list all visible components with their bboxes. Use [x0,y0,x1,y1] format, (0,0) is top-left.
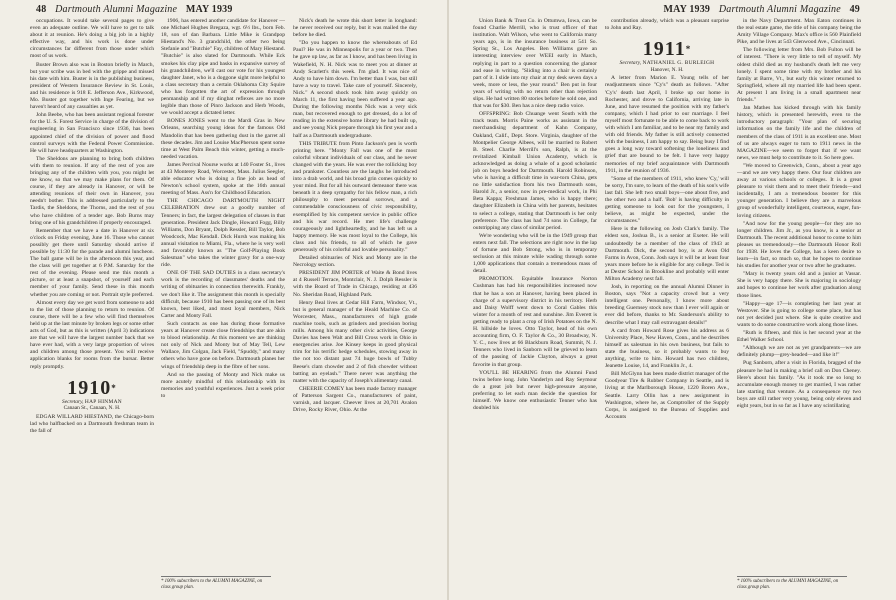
paragraph: YOU'LL BE HEARING from the Alumni Fund twins before long. John Vanderlyn and Ray Seymour do a great job but never high-pressure anyone, preferring to let each man decide the question for himself. We know one enthusiastic Tenner who has doubled his [473,369,597,412]
paragraph: Buster Brown also was in Boston briefly in March, but your scribe was in bed with the grippe and missed his date with him. Buster is in the publishing business, president of Western Insurance Review in St. Louis, and his residence is 918 E. Jefferson Ave., Kirkwood, Mo. Buster got together with Inge Fearing, but we haven't heard of any casualties as yet. [30,61,154,111]
left-footnote: * 100% subscribers to the ALUMNI MAGAZINE, on class group plan. [161,576,271,591]
subscriber-marker: * [111,382,117,393]
paragraph: Josh, in reporting on the annual Alumni Dinner in Boston, says "Not a capacity crowd but a very intelligent one. Personally, I know more about breeding Guernsey stock now than I ever will again or ever did before, thanks to Mr. Sanderson's ability to describe what I may call extravagant details!" [605,284,729,326]
right-column-2 [605,18,729,588]
paragraph: "Some of the members of 1911, who knew 'Cy,' will be sorry, I'm sure, to learn of the death of his son's wife last fall. She left two small boys—one about five, and the other two and a half. 'Bob' is having difficulty in getting someone to look out for the youngsters, I believe, as might be expected, under the circumstances." [605,175,729,225]
right-footnote: * 100% subscribers to the ALUMNI MAGAZINE, on class group plan. [737,576,847,591]
paragraph: THIS TRIBUTE from Pinto Jackson's pen is worth printing here. "Monty Fall was one of the most colorful vibrant individuals of our class, and he never changed with the years. He was ever the rollicking boy and prankster. Countless are the laughs he introduced into a drab world, and his broad grin comes quickly to your mind. But for all his outward demeanor there was beneath it a deep sympathy for his fellow man, a rich philosophy to meet personal sorrows, and a commendable consciousness of civic responsibility, exemplified by his competent service in public office and his war record. He met life's challenge courageously and lightheartedly, and he has left us a happy memory. He was most loyal to the College, his class and his friends, to all of which he gave generously of his colorful and lovable personality." [293,140,417,253]
paragraph: Remember that we have a date in Hanover at six o'clock on Friday evening, June 16. Those who cannot possibly get there until Saturday should arrive if possible by 11:30 for the parade and alumni luncheon. The ball game will be in the afternoon this year, and the class will get together at 6 P.M. Saturday for the rest of the evening. Please send me this month a picture, or at least a snapshot, of yourself and each member of your family. Send these in this month whether you are coming or not. Portrait style preferred. [30,227,154,298]
paragraph: The following letter from Mrs. Bob Fulton will be of interest. "There is very little to tell of myself. My oldest child died as my husband's death left me very lonely. I spent some time with my brother and his family at Barre, Vt., but early this winter returned to Springfield, where all my married life had been spent. At present I am living in a small apartment near friends." [737,47,861,104]
class-1910-heading [30,377,154,412]
right-issue-date: MAY 1939 [663,4,711,15]
paragraph: CHEERIE COMEY has been made factory manager of Patterson Sargent Co., manufacturers of paint, varnish, and lacquer. Cheever lives at 20,701 Avalon Drive, Rocky River, Ohio. At the [293,385,417,414]
paragraph: EDGAR WILLARD HIESTAND, the Chicago-born lad who halfbacked on a Dartmouth freshman team in the fall of [30,413,154,434]
secretary-address: Hanover, N. H. [650,66,684,73]
right-column-1 [473,18,597,588]
paragraph: Such contacts as one has during those formative years at Hanover create close friendships that are akin to blood relationship. At this moment we are thinking not only of Nick and Monty but of May Tell, Lew Wallace, Jim Colgan, Jack Field, "Spuddy," and many others who have gone on before. Dartmouth planes her wings of friendship deep in the fibre of her sons. [161,320,285,370]
left-column-3 [293,18,417,588]
paragraph: John Beebe, who has been assistant regional forester for the U. S. Forest Service in charge of the division of engineering in San Francisco since 1936, has been appointed chief of the division of power and flood control surveys with the Federal Power Commission. He will have headquarters at Washington. [30,112,154,154]
left-magazine-title: Dartmouth Alumni Magazine [55,4,178,15]
paragraph: "Although we are not as yet grandparents—we are definitely plump—grey-headed—and like it!" [737,345,861,359]
paragraph: James Percival Nourse works at 140 Foster St., lives at 43 Monterey Road, Worcester, Mass. Julius Seegler, able educator who is doing a fine job as head of Newton's school system, spoke at the 16th annual meeting of Mass. Ass'n for Childhood Education. [161,161,285,197]
left-column-1 [30,18,154,588]
left-page [0,0,447,600]
left-column-2 [161,18,285,588]
secretary-address: Canaan St., Canaan, N. H. [63,405,121,412]
right-page-number: 49 [849,4,860,15]
paragraph: "Ruth is fifteen, and this is her second year at the Ethel Walker School. [737,330,861,344]
paragraph: And so the passing of Monty and Nick make us more acutely mindful of this relationship with its memories and youthful experiences. Just a week prior to [161,371,285,399]
paragraph: BONES JONES went to the Mardi Gras in New Orleans, searching young ideas for the famous Old Mandolin that has been gathering dust in the garret all these decades. Jim and Louise MacPherson spent some time at West Palm Beach this winter, getting a much-needed vacation. [161,118,285,160]
paragraph: A letter from Marion E. Young tells of her readjustments since "Cy's" death as follows. "After 'Cy's' death last April, I broke up our home in Rochester, and drove to California, arriving late in June, and have resumed the position with my father's company, which I had prior to our marriage. I feel myself most fortunate to be able to come back to work with which I am familiar, and to be near my family and with old friends. My father is still actively connected with the business, I am happy to say. Being busy I find goes a long way toward softening the loneliness and grief that are bound to be felt. I have very happy memories of my brief acquaintance with Dartmouth 1911, in the reunion of 1936. [605,75,729,174]
paragraph: A card from Howard Rose gives his address as 6 University Place, New Haven, Conn., and he describes himself as salesman in his own business, but fails to state the business, so it probably wants to buy anything, write to him. Howard has two children, Jeanette Louise, 14, and Franklin Jr., 4. [605,327,729,370]
class-year: 1911 [642,38,686,61]
paragraph: Jan Mathes has kicked through with his family history, which is presented herewith, even to the introductory paragraph: "Your plan of securing information on the family life and the children of members of the class of 1911 is an excellent one. Most of us are always eager to turn to 1911 news in the MAGAZINE—we seem to forget that if we want news, we must help to contribute to it. So here goes. [737,105,861,161]
paragraph: "Do you happen to know the whereabouts of Ed Paul? He was in Minneapolis for a year or two. Then he gave up law, as far as I know, and has been living in Wakefield, N. H. Nick was to meet you at dinner at Andy Scarlett's this week. I'm glad. It was nice of Andy to have him down. I'm better than I was, but still have a way to travel. Take care of yourself. Sincerely, Nick." A second shock took him away quickly on March 11, the first having been suffered a year ago. During the following months Nick was a very sick man, but recovered enough to get dressed, do a lot of reading in the extensive home library he had built up, and see young Nick prepare through his first year and a half as a Dartmouth undergraduate. [293,40,417,139]
paragraph: occupations. It would take several pages to give even an adequate outline. We will have to get to talk about it at reunion. He's doing a big job in a highly effective way, and his work is done under circumstances far different from those under which most of us work. [30,18,154,60]
paragraph: "We moved to Greenwich, Conn., about a year ago—and we are very happy there. Our four children are away at various schools or colleges. It is a great pleasure to visit them and to meet their friends—and incidentally, I am a tremendous booster for this younger generation. I believe they are a marvelous group of wonderfully intelligent, courteous, eager, fun-loving citizens. [737,162,861,219]
right-magazine-title: Dartmouth Alumni Magazine [718,4,841,15]
secretary-name: HAP HINMAN [84,398,122,405]
secretary-label: Secretary, [62,398,84,405]
paragraph: ONE OF THE SAD DUTIES in a class secretary's work is the recording of classmates' deaths and the writing of obituaries in connection therewith. Frankly, we don't like it. The assignment this month is specially difficult, because 1910 has been passing one of its best known, best liked, and most loyal members, Nick Carter and Monty Fall. [161,270,285,319]
paragraph: The Sheldons are planning to bring both children with them to reunion. If any of the rest of you are bringing any of the children with you, you might let me know, so that we may make plans for them. Of course, if they are already in Hanover, or will be attending reunions of their own in Hanover, you needn't bother. This is addressed particularly to the Tardis, the Sheldons, the Thorns, and the rest of you who have children of a tender age. Bob Burns may bring one of his grandchildren if properly encouraged. [30,155,154,226]
paragraph: THE CHICAGO DARTMOUTH NIGHT CELEBRATION drew out a goodly number of Tenners; in fact, the largest delegation of classes in that generation. President Jack Dingle, Howard Fogg, Billy Williams, Don Bryant, Dolph Ressler, Bill Taylor, Bob Woodcock, Mac Kendall. Dick Hursh was making his annual visitation to Miami, Fla., where he is very well and favorably known as "The Golf-Playing Book Salesman" who takes the winter gravy for a one-way ride. [161,198,285,269]
paragraph: Pug Sanborn, after a visit in Florida, bragged of the pleasure he had in making a brief call on Don Cheney. Here's about his family. "As it took me so long to accumulate enough money to get married, I was rather late starting that venture. As a consequence my two boys are still rather very young, being only eleven and eight years, but in so far as I have any scintillating [737,360,861,409]
paragraph: Nick's death he wrote this short letter in longhand: he never received our reply, but it was mailed the day before he died. [293,18,417,39]
secretary-label: Secretary, [619,60,642,67]
right-running-head [657,4,866,15]
paragraph: 1906, has entered another candidate for Hanover — one Michael Hughes Bregaza, wgt. 6½ lbs., born Feb. 18, son of dan Barbara. Little Mike is Grandpop Hiestand's No. 3 grandchild, the other two being Stefanie and "Butchie" Fay, children of Mary Hiestand. "Butchie" is also slated for Dartmouth. While Eck smokes his clay pipe and basks in expansive survey of his grandchildren, we'll cast our vote for his youngest daughter Janet, who is a doggone sight more helpful to a class secretary than a certain Oklahoma City Squire who has forgotten the art of expression through penmanship and if my dingbat reflexes are no more legible than those of Pinro Jackson and Herb Woods, we would accept a dictated letter. [161,18,285,117]
paragraph: We're wondering who will be in the 1949 group that enters next fall. The selections are right now in the lap of fortune and Bob Strong, who is in temporary seclusion at this minute while wading through some 1,000 applications that contain a tremendous mass of detail. [473,232,597,275]
right-page [449,0,896,600]
paragraph: Henry Beal lives at Cedar Hill Farm, Windsor, Vt., but is general manager of the Heald Machine Co. of Worcester, Mass., manufacturers of high grade machine tools, such as grinders and precision boring mills. Among his many other civic activities, George Davies has been Walt and Bill Cross work in Ohio in energencies arise. Joe Kinsey keeps in good physical trim for his terrific hedge schedules, stowing away in the not too distant past 74 huge bowls of Tubby Beese's clam chowder and 2 of fish chowder without batting an eyelash." There never was anything the matter with the capacity of Joseph's alimentary canal. [293,299,417,384]
left-issue-date: MAY 1939 [185,4,233,15]
left-page-number: 48 [36,4,47,15]
paragraph: in the Navy Department. Max Eaton continues in the real estate game, the title of his company being the Amity Village Company. Max's office is 560 Plainfield Pike, and he lives at 543 Glenwood Ave., Cincinnati. [737,18,861,46]
class-year: 1910 [67,376,112,399]
paragraph: Here is the following on Josh Clark's family. The eldest son, Joshua B., is a senior at Exeter. He will undoubtedly be a member of the class of 1943 at Dartmouth. Dick, the second boy, is at Avon Old Farms in Avon, Conn. Josh says it will be at least four years more before he is eligible for any college. Ted is at Dexter School in Brookline and probably will enter Milton Academy next fall. [605,226,729,282]
paragraph: "Mary is twenty years old and a junior at Vassar. She is very happy there. She is majoring in sociology and hopes to continue her work after graduation along those lines. [737,271,861,299]
class-1911-heading [605,38,729,73]
paragraph: Union Bank & Trust Co. in Ottumwa, Iowa, can be found Charlie Merrill, who is trust officer of that institution. Walt Wilson, who went to California many years ago, is in the insurance business at 541 So. Spring St., Los Angeles. Ben Williams gave an interesting interview over WEEI early in March, replying in part to a question concerning the glamor and ease in writing. "Sliding into a chair is certainly part of it. I slide into my chair at my desk seven days a week, more or less, the year round." Ben put in four years of writing with no return other than rejection slips. He had written 80 stories before he sold one, and that was for $30. Ben has a nice deep radio voice. [473,18,597,110]
left-running-head [30,4,239,15]
right-column-3 [737,18,861,588]
paragraph: Detailed obituaries of Nick and Monty are in the Necrology section. [293,255,417,269]
paragraph: PRESIDENT JIM PORTER of Waite & Bond lives at 4 Russell Terrace, Montclair, N. J. Dolph Ressler is with the Board of Trade in Chicago, residing at 436 No. Sheridan Road, Highland Park. [293,270,417,298]
paragraph: Almost every day we get word from someone to add to the list of those planning to return to reunion. Of course, there will be a few who will find themselves held up at the last minute by broken legs or some other acts of God, but as this is written (April 3) indications are that we will have the largest number back that we have ever had, with a very large proportion of wives and children among those present. You will receive application blanks for rooms from the bursar. Better reply promptly. [30,299,154,370]
paragraph: PROMOTION. Equitable Insurance Norton Cushman has had his responsibilities increased now that he has a son at Hanover, having been placed in charge of a supervisory district in his territory. Herb and Daisy Wolff went down to Coral Gables this winter for a month of rest and sunshine. Jim Everett is getting ready to plant a crop of Irish Potatoes on the N. H. hillside he loves. Otto Taylor, head of his own accounting firm, O. F. Taylor & Co., 30 Broadway, N. Y. C., now lives at 66 Blackburn Road, Summit, N. J. Tenners who lived in Sanborn will be grieved to learn of the passing of Jackie Clayton, always a great favorite in that group. [473,276,597,368]
subscriber-marker: * [685,44,692,55]
paragraph: contribution already, which was a pleasant surprise to John and Ray. [605,18,729,32]
paragraph: OFFSPRING: Bob Chuange went South with the track team. Morris Paine works as assistant in the merchandising department of Kahn Company, Oakland, Calif., Dept. Store. Virginia, daughter of the Montpelier George Albees, will be married to Robert B. Steel. Charlie Merrill's son, Ralph, is at the revitalized Kimball Union Academy, which is acknowledged as doing a whale of a good scholastic job on boys headed for Dartmouth. Harold Robinson, who is having a difficult time in war-torn China, gets no little satisfaction from his two Dartmouth sons, Harold Jr., a senior, now in pre-medical work, in Phi Beta Kappa; Freshman James, who is happy there; daughter Elizabeth in China with her parents, hesitates to select a college, stating that Dartmouth is her only preference. The class has had 74 sons in College, far outstripping any class of similar period. [473,111,597,231]
paragraph: Bill McGlynn has been made district manager of the Goodyear Tire & Rubber Company in Seattle, and is living at the Marlborough House, 1220 Boren Ave., Seattle. Larry Ollin has a new assignment in Washington, where he, as Comptroller of the Supply Corps, is assigned to the Bureau of Supplies and Accounts [605,371,729,420]
paragraph: "And now for the young people—for they are no longer children. Jim Jr., as you know, is a senior at Dartmouth. The recent additional honor to come to him pleases us tremendously—the Dartmouth Honor Roll for 1938. He loves the College, has a keen desire to learn—in fact, so much so, that he hopes to continue his studies for another year or two after he graduates. [737,220,861,270]
secretary-name: NATHANIEL G. BURLEIGH [642,60,715,67]
paragraph: "Happy—age 17—is completing her last year at Westover. She is going to college some place, but has not yet decided just where. She is quite creative and wants to do some constructive work along those lines. [737,300,861,328]
